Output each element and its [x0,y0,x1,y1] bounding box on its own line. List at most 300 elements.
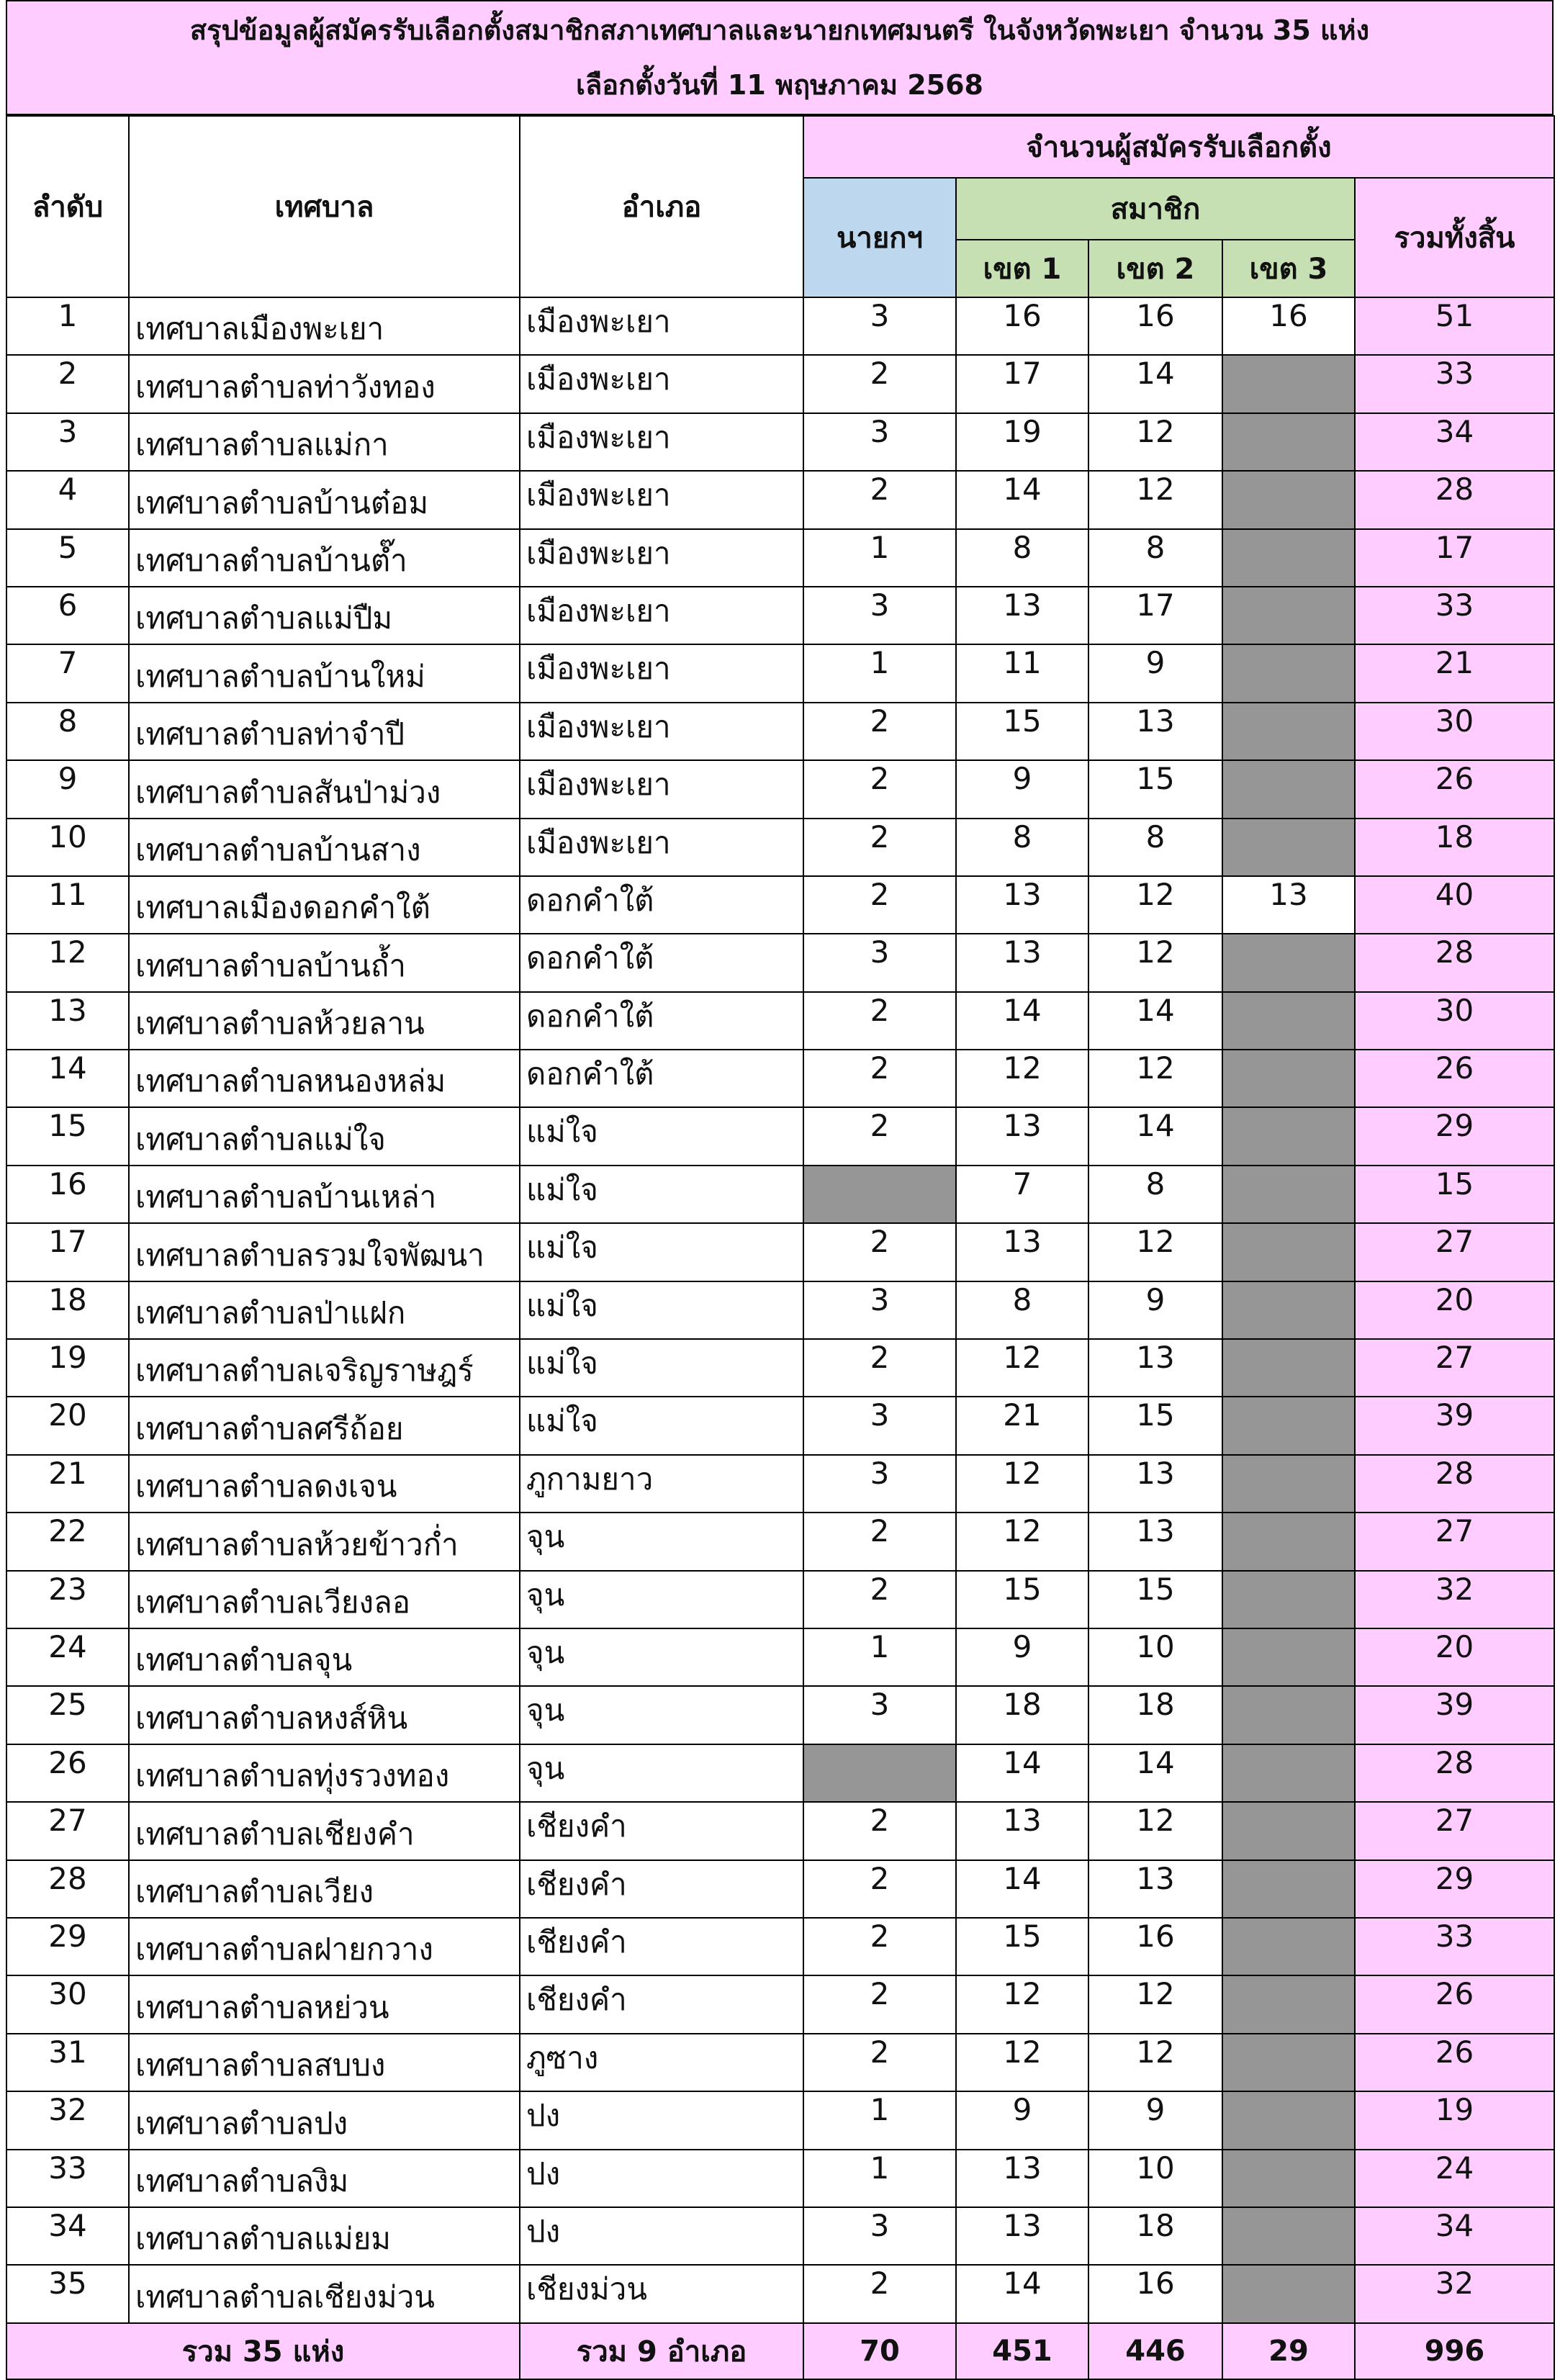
total-count: 20 [1355,1628,1554,1686]
zone-3-count [1222,819,1355,876]
zone-2-count: 18 [1088,1686,1222,1744]
zone-3-count [1222,2034,1355,2091]
summary-row [6,2323,1554,2379]
zone-1-count: 13 [956,934,1088,991]
header-candidates: จำนวนผู้สมัครรับเลือกตั้ง [803,116,1554,178]
mayor-count [803,1744,956,1802]
summary-districts: รวม 9 อำเภอ [520,2323,803,2379]
total-count: 32 [1355,1571,1554,1628]
zone-1-count: 8 [956,529,1088,587]
zone-1-count: 9 [956,2091,1088,2149]
district-name: ปง [520,2091,803,2149]
table-row [6,1513,1554,1570]
zone-2-count: 12 [1088,1223,1222,1281]
row-number: 22 [6,1513,129,1570]
district-name: เมืองพะเยา [520,529,803,587]
row-number: 7 [6,644,129,702]
zone-3-count [1222,2091,1355,2149]
municipality-name: เทศบาลตำบลฝายกวาง [129,1918,520,1975]
summary-zone-1: 451 [956,2323,1088,2379]
municipality-name: เทศบาลตำบลบ้านใหม่ [129,644,520,702]
total-count: 33 [1355,355,1554,413]
zone-2-count: 13 [1088,1860,1222,1918]
zone-2-count: 12 [1088,1975,1222,2033]
zone-2-count: 12 [1088,413,1222,471]
zone-3-count [1222,1397,1355,1454]
mayor-count: 2 [803,703,956,760]
district-name: เชียงคำ [520,1918,803,1975]
row-number: 16 [6,1166,129,1223]
header-members: สมาชิก [956,178,1355,240]
total-count: 30 [1355,992,1554,1050]
zone-3-count [1222,587,1355,644]
total-count: 34 [1355,413,1554,471]
table-row [6,1975,1554,2033]
table-row [6,413,1554,471]
title-line-2: เลือกตั้งวันที่ 11 พฤษภาคม 2568 [576,69,983,101]
zone-2-count: 10 [1088,2150,1222,2207]
zone-2-count: 9 [1088,644,1222,702]
municipality-name: เทศบาลตำบลบ้านถ้ำ [129,934,520,991]
zone-1-count: 12 [956,1339,1088,1397]
municipality-name: เทศบาลตำบลดงเจน [129,1455,520,1513]
table-row [6,1223,1554,1281]
row-number: 24 [6,1628,129,1686]
zone-3-count [1222,992,1355,1050]
district-name: แม่ใจ [520,1281,803,1339]
total-count: 26 [1355,2034,1554,2091]
summary-zone-2: 446 [1088,2323,1222,2379]
table-row [6,2034,1554,2091]
table-row [6,644,1554,702]
row-number: 4 [6,471,129,528]
zone-3-count [1222,1166,1355,1223]
header-total: รวมทั้งสิ้น [1355,178,1554,297]
row-number: 6 [6,587,129,644]
mayor-count: 2 [803,471,956,528]
table-row [6,703,1554,760]
zone-3-count [1222,1513,1355,1570]
row-number: 29 [6,1918,129,1975]
table-row [6,2265,1554,2322]
zone-1-count: 15 [956,1918,1088,1975]
table-row [6,1166,1554,1223]
zone-2-count: 14 [1088,355,1222,413]
row-number: 19 [6,1339,129,1397]
zone-3-count [1222,2150,1355,2207]
district-name: ปง [520,2150,803,2207]
zone-3-count [1222,1339,1355,1397]
total-count: 34 [1355,2207,1554,2265]
district-name: เมืองพะเยา [520,760,803,818]
zone-3-count [1222,1107,1355,1165]
header-district: อำเภอ [520,116,803,297]
mayor-count: 2 [803,760,956,818]
row-number: 5 [6,529,129,587]
total-count: 28 [1355,1744,1554,1802]
zone-2-count: 9 [1088,2091,1222,2149]
total-count: 32 [1355,2265,1554,2322]
municipality-name: เทศบาลตำบลป่าแฝก [129,1281,520,1339]
total-count: 15 [1355,1166,1554,1223]
zone-2-count: 15 [1088,760,1222,818]
row-number: 33 [6,2150,129,2207]
zone-1-count: 18 [956,1686,1088,1744]
row-number: 28 [6,1860,129,1918]
district-name: เชียงคำ [520,1975,803,2033]
zone-3-count [1222,1744,1355,1802]
row-number: 26 [6,1744,129,1802]
municipality-name: เทศบาลตำบลเวียงลอ [129,1571,520,1628]
zone-1-count: 14 [956,1860,1088,1918]
zone-3-count [1222,760,1355,818]
row-number: 9 [6,760,129,818]
mayor-count: 3 [803,1397,956,1454]
district-name: เชียงคำ [520,1802,803,1860]
zone-3-count: 16 [1222,297,1355,355]
zone-1-count: 14 [956,2265,1088,2322]
district-name: เมืองพะเยา [520,297,803,355]
zone-3-count [1222,1686,1355,1744]
zone-1-count: 9 [956,760,1088,818]
mayor-count: 3 [803,934,956,991]
zone-2-count: 8 [1088,1166,1222,1223]
zone-2-count: 12 [1088,471,1222,528]
row-number: 15 [6,1107,129,1165]
zone-1-count: 14 [956,1744,1088,1802]
table-row [6,876,1554,934]
district-name: เมืองพะเยา [520,819,803,876]
zone-1-count: 11 [956,644,1088,702]
total-count: 24 [1355,2150,1554,2207]
mayor-count: 2 [803,1513,956,1570]
header-no: ลำดับ [6,116,129,297]
district-name: แม่ใจ [520,1166,803,1223]
row-number: 11 [6,876,129,934]
zone-3-count [1222,1281,1355,1339]
zone-1-count: 13 [956,2150,1088,2207]
zone-1-count: 8 [956,1281,1088,1339]
municipality-name: เทศบาลตำบลจุน [129,1628,520,1686]
municipality-name: เทศบาลตำบลแม่ยม [129,2207,520,2265]
table-row [6,1628,1554,1686]
mayor-count: 1 [803,529,956,587]
zone-2-count: 15 [1088,1571,1222,1628]
district-name: ดอกคำใต้ [520,876,803,934]
zone-3-count [1222,1975,1355,2033]
zone-3-count [1222,2265,1355,2322]
zone-3-count [1222,413,1355,471]
table-row [6,471,1554,528]
district-name: จุน [520,1686,803,1744]
total-count: 28 [1355,1455,1554,1513]
district-name: ภูกามยาว [520,1455,803,1513]
table-row [6,1050,1554,1107]
zone-2-count: 12 [1088,2034,1222,2091]
zone-1-count: 9 [956,1628,1088,1686]
table-row [6,2207,1554,2265]
table-row [6,1281,1554,1339]
municipality-name: เทศบาลเมืองดอกคำใต้ [129,876,520,934]
municipality-name: เทศบาลเมืองพะเยา [129,297,520,355]
district-name: เชียงม่วน [520,2265,803,2322]
total-count: 51 [1355,297,1554,355]
row-number: 27 [6,1802,129,1860]
zone-2-count: 9 [1088,1281,1222,1339]
municipality-name: เทศบาลตำบลสันป่าม่วง [129,760,520,818]
zone-1-count: 12 [956,1975,1088,2033]
mayor-count: 1 [803,1628,956,1686]
municipality-name: เทศบาลตำบลสบบง [129,2034,520,2091]
municipality-name: เทศบาลตำบลเจริญราษฎร์ [129,1339,520,1397]
summary-mayor: 70 [803,2323,956,2379]
table-row [6,2150,1554,2207]
zone-1-count: 14 [956,471,1088,528]
zone-2-count: 12 [1088,876,1222,934]
mayor-count: 2 [803,1860,956,1918]
municipality-name: เทศบาลตำบลเชียงม่วน [129,2265,520,2322]
municipality-name: เทศบาลตำบลบ้านต๊ำ [129,529,520,587]
total-count: 30 [1355,703,1554,760]
table-body [6,297,1554,2323]
zone-1-count: 21 [956,1397,1088,1454]
municipality-name: เทศบาลตำบลรวมใจพัฒนา [129,1223,520,1281]
table-row [6,1918,1554,1975]
total-count: 26 [1355,760,1554,818]
row-number: 32 [6,2091,129,2149]
zone-1-count: 13 [956,876,1088,934]
zone-2-count: 8 [1088,819,1222,876]
zone-3-count [1222,1571,1355,1628]
district-name: ดอกคำใต้ [520,1050,803,1107]
table-row [6,1744,1554,1802]
district-name: จุน [520,1513,803,1570]
district-name: แม่ใจ [520,1107,803,1165]
zone-1-count: 14 [956,992,1088,1050]
mayor-count: 2 [803,1918,956,1975]
total-count: 27 [1355,1223,1554,1281]
mayor-count: 2 [803,1802,956,1860]
zone-1-count: 12 [956,1455,1088,1513]
municipality-name: เทศบาลตำบลแม่ใจ [129,1107,520,1165]
district-name: เชียงคำ [520,1860,803,1918]
district-name: เมืองพะเยา [520,355,803,413]
zone-2-count: 16 [1088,297,1222,355]
mayor-count: 2 [803,992,956,1050]
district-name: จุน [520,1744,803,1802]
mayor-count: 2 [803,2265,956,2322]
row-number: 3 [6,413,129,471]
summary-sheet [6,0,1554,2380]
zone-1-count: 13 [956,1802,1088,1860]
table-row [6,992,1554,1050]
row-number: 35 [6,2265,129,2322]
row-number: 23 [6,1571,129,1628]
row-number: 12 [6,934,129,991]
zone-1-count: 16 [956,297,1088,355]
municipality-name: เทศบาลตำบลแม่กา [129,413,520,471]
municipality-name: เทศบาลตำบลห้วยลาน [129,992,520,1050]
table-row [6,1860,1554,1918]
zone-1-count: 12 [956,2034,1088,2091]
zone-2-count: 15 [1088,1397,1222,1454]
municipality-name: เทศบาลตำบลห้วยข้าวก่ำ [129,1513,520,1570]
municipality-name: เทศบาลตำบลหย่วน [129,1975,520,2033]
municipality-name: เทศบาลตำบลบ้านสาง [129,819,520,876]
total-count: 21 [1355,644,1554,702]
zone-1-count: 13 [956,2207,1088,2265]
zone-3-count [1222,1223,1355,1281]
summary-total: 996 [1355,2323,1554,2379]
mayor-count: 2 [803,355,956,413]
zone-1-count: 17 [956,355,1088,413]
total-count: 28 [1355,934,1554,991]
row-number: 30 [6,1975,129,2033]
zone-1-count: 12 [956,1050,1088,1107]
sheet-title [6,0,1554,115]
zone-3-count [1222,1918,1355,1975]
mayor-count: 2 [803,819,956,876]
zone-3-count [1222,2207,1355,2265]
district-name: เมืองพะเยา [520,413,803,471]
table-row [6,819,1554,876]
district-name: เมืองพะเยา [520,471,803,528]
district-name: จุน [520,1571,803,1628]
mayor-count: 2 [803,876,956,934]
municipality-name: เทศบาลตำบลบ้านต๋อม [129,471,520,528]
zone-2-count: 13 [1088,1513,1222,1570]
zone-3-count [1222,703,1355,760]
mayor-count: 2 [803,2034,956,2091]
total-count: 29 [1355,1860,1554,1918]
zone-1-count: 8 [956,819,1088,876]
zone-2-count: 13 [1088,703,1222,760]
zone-2-count: 8 [1088,529,1222,587]
district-name: เมืองพะเยา [520,703,803,760]
header-mayor: นายกฯ [803,178,956,297]
zone-1-count: 13 [956,587,1088,644]
row-number: 13 [6,992,129,1050]
summary-count: รวม 35 แห่ง [6,2323,520,2379]
district-name: แม่ใจ [520,1223,803,1281]
mayor-count: 3 [803,1686,956,1744]
district-name: เมืองพะเยา [520,587,803,644]
total-count: 39 [1355,1397,1554,1454]
mayor-count: 2 [803,1975,956,2033]
total-count: 29 [1355,1107,1554,1165]
municipality-name: เทศบาลตำบลเวียง [129,1860,520,1918]
table-row [6,355,1554,413]
header-zone-1: เขต 1 [956,240,1088,297]
municipality-name: เทศบาลตำบลท่าจำปี [129,703,520,760]
municipality-name: เทศบาลตำบลแม่ปืม [129,587,520,644]
title-line-1: สรุปข้อมูลผู้สมัครรับเลือกตั้งสมาชิกสภาเทศบาลและนายกเทศมนตรี ในจังหวัดพะเยา จำนวน 35 แห่ง [189,14,1370,46]
zone-1-count: 15 [956,1571,1088,1628]
zone-1-count: 15 [956,703,1088,760]
district-name: จุน [520,1628,803,1686]
candidates-table [6,115,1555,2380]
zone-1-count: 12 [956,1513,1088,1570]
mayor-count: 1 [803,2091,956,2149]
table-row [6,297,1554,355]
row-number: 10 [6,819,129,876]
mayor-count: 3 [803,2207,956,2265]
district-name: ปง [520,2207,803,2265]
table-row [6,1397,1554,1454]
zone-2-count: 14 [1088,992,1222,1050]
municipality-name: เทศบาลตำบลทุ่งรวงทอง [129,1744,520,1802]
zone-2-count: 12 [1088,934,1222,991]
total-count: 27 [1355,1339,1554,1397]
row-number: 17 [6,1223,129,1281]
table-row [6,934,1554,991]
municipality-name: เทศบาลตำบลงิม [129,2150,520,2207]
mayor-count: 3 [803,297,956,355]
zone-2-count: 12 [1088,1802,1222,1860]
zone-3-count [1222,1628,1355,1686]
total-count: 26 [1355,1975,1554,2033]
zone-2-count: 14 [1088,1107,1222,1165]
zone-3-count [1222,529,1355,587]
table-row [6,2091,1554,2149]
zone-2-count: 17 [1088,587,1222,644]
mayor-count: 2 [803,1050,956,1107]
table-row [6,1802,1554,1860]
district-name: ดอกคำใต้ [520,992,803,1050]
row-number: 20 [6,1397,129,1454]
total-count: 19 [1355,2091,1554,2149]
table-row [6,1571,1554,1628]
zone-2-count: 10 [1088,1628,1222,1686]
total-count: 40 [1355,876,1554,934]
row-number: 1 [6,297,129,355]
mayor-count: 2 [803,1223,956,1281]
zone-1-count: 13 [956,1107,1088,1165]
mayor-count: 2 [803,1107,956,1165]
zone-3-count [1222,1455,1355,1513]
total-count: 27 [1355,1802,1554,1860]
zone-2-count: 12 [1088,1050,1222,1107]
summary-zone-3: 29 [1222,2323,1355,2379]
zone-3-count [1222,934,1355,991]
municipality-name: เทศบาลตำบลท่าวังทอง [129,355,520,413]
municipality-name: เทศบาลตำบลบ้านเหล่า [129,1166,520,1223]
zone-3-count [1222,471,1355,528]
zone-1-count: 7 [956,1166,1088,1223]
zone-3-count [1222,355,1355,413]
row-number: 2 [6,355,129,413]
total-count: 33 [1355,587,1554,644]
district-name: แม่ใจ [520,1339,803,1397]
mayor-count: 1 [803,644,956,702]
zone-3-count [1222,1860,1355,1918]
header-municipality: เทศบาล [129,116,520,297]
total-count: 33 [1355,1918,1554,1975]
mayor-count [803,1166,956,1223]
table-row [6,760,1554,818]
row-number: 25 [6,1686,129,1744]
total-count: 26 [1355,1050,1554,1107]
table-row [6,587,1554,644]
table-row [6,529,1554,587]
zone-1-count: 19 [956,413,1088,471]
zone-2-count: 13 [1088,1339,1222,1397]
mayor-count: 3 [803,1281,956,1339]
mayor-count: 2 [803,1571,956,1628]
total-count: 20 [1355,1281,1554,1339]
row-number: 34 [6,2207,129,2265]
zone-2-count: 14 [1088,1744,1222,1802]
